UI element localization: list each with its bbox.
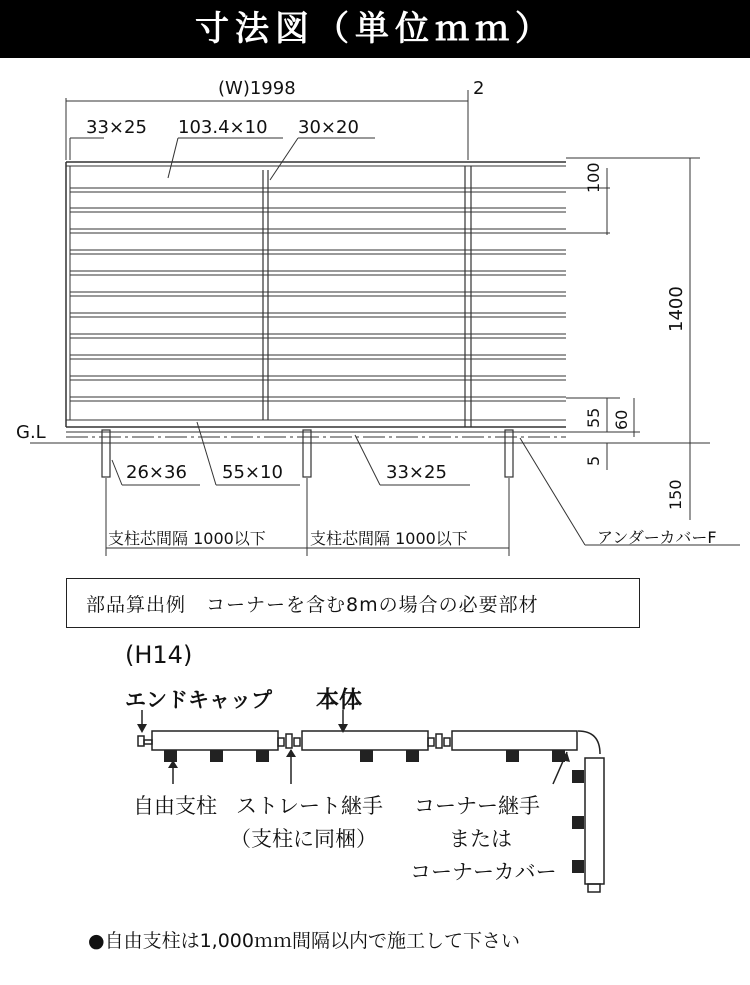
corner-cover-label: コーナーカバー [410, 860, 557, 884]
ground-level-label: G.L [16, 422, 46, 443]
dimension-lines [66, 90, 740, 556]
free-post-label: 自由支柱 [133, 794, 217, 818]
corner-joint-label: コーナー継手 [414, 794, 540, 818]
page-title: 寸法図（単位ｍｍ） [195, 9, 555, 49]
dim-bottom-gap2: 60 [612, 409, 631, 430]
body-label: 本体 [316, 687, 362, 713]
dim-post-pitch-2: 支柱芯間隔 1000以下 [310, 529, 468, 548]
dim-post-base: 150 [666, 479, 685, 510]
straight-joint-note: （支柱に同梱） [230, 827, 377, 851]
dim-joint-section: 30×20 [298, 117, 359, 138]
dim-width-total: (W)1998 [218, 78, 296, 99]
straight-joint-label: ストレート継手 [236, 794, 383, 818]
example-height: (H14) [125, 641, 193, 669]
slats [70, 188, 566, 401]
dim-panel-board: 103.4×10 [178, 117, 268, 138]
fence-elevation [30, 162, 710, 477]
dim-post-pitch-1: 支柱芯間隔 1000以下 [108, 529, 266, 548]
footnote: ●自由支柱は1,000ｍｍ間隔以内で施工して下さい [88, 930, 520, 952]
dim-foot-section: 26×36 [126, 462, 187, 483]
end-cap-label: エンドキャップ [125, 688, 272, 712]
dim-width-extra: 2 [473, 78, 485, 99]
plan-arrows [142, 710, 567, 784]
example-caption: 部品算出例 コーナーを含む8mの場合の必要部材 [86, 594, 539, 616]
under-cover-label: アンダーカバーF [597, 528, 717, 547]
dim-below-gl: 5 [584, 455, 603, 466]
dim-height-total: 1400 [666, 286, 687, 332]
dim-bottom-gap: 55 [584, 407, 603, 428]
or-label: または [449, 827, 512, 851]
dim-post-section: 33×25 [86, 117, 147, 138]
dim-post-section-bottom: 33×25 [386, 462, 447, 483]
dim-board-pitch: 100 [584, 162, 603, 193]
dim-rail-section: 55×10 [222, 462, 283, 483]
